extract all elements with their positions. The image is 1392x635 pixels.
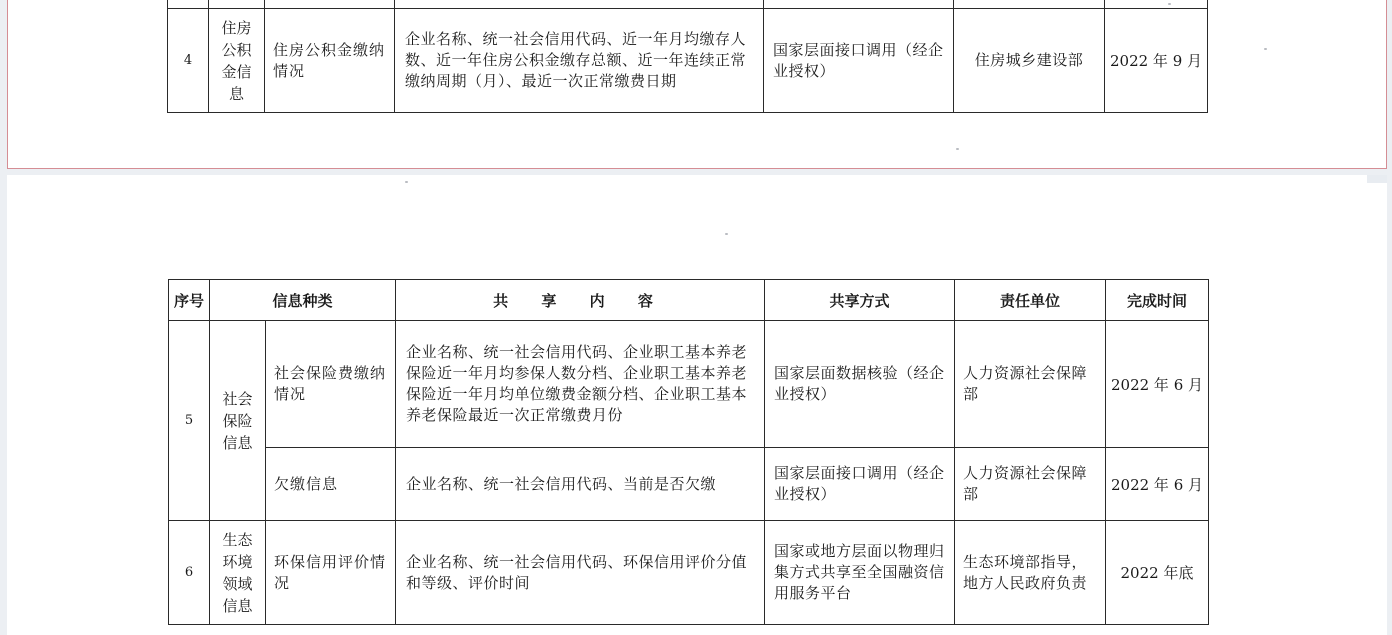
info-subcategory: 环保信用评价情况 — [266, 521, 396, 625]
completion-time: 2022 年 6 月 — [1106, 448, 1209, 521]
sharing-table-continued — [167, 0, 1208, 113]
scan-artifact — [1367, 175, 1387, 183]
sharing-method: 国家或地方层面以物理归集方式共享至全国融资信用服务平台 — [765, 521, 955, 625]
sharing-method: 国家层面接口调用（经企业授权） — [765, 448, 955, 521]
shared-content: 企业名称、统一社会信用代码、环保信用评价分值和等级、评价时间 — [396, 521, 765, 625]
row-number: 4 — [168, 9, 209, 113]
document-page-1 — [7, 0, 1387, 169]
table-row-previous — [168, 0, 1208, 9]
completion-time: 2022 年 6 月 — [1106, 321, 1209, 448]
header-category: 信息种类 — [210, 280, 396, 321]
header-method: 共享方式 — [765, 280, 955, 321]
info-subcategory: 社会保险费缴纳情况 — [266, 321, 396, 448]
scan-speck — [405, 181, 408, 183]
completion-time: 2022 年 9 月 — [1105, 9, 1208, 113]
header-number: 序号 — [169, 280, 210, 321]
responsible-unit: 人力资源社会保障部 — [955, 321, 1106, 448]
header-time: 完成时间 — [1106, 280, 1209, 321]
sharing-method: 国家层面接口调用（经企业授权） — [764, 9, 954, 113]
info-category: 住房公积金信息 — [209, 9, 265, 113]
sharing-method: 国家层面数据核验（经企业授权） — [765, 321, 955, 448]
table-row — [169, 521, 1209, 625]
shared-content: 企业名称、统一社会信用代码、当前是否欠缴 — [396, 448, 765, 521]
scan-speck — [956, 148, 959, 150]
info-category: 生态环境领域信息 — [210, 521, 266, 625]
sharing-table — [168, 279, 1209, 625]
shared-content: 企业名称、统一社会信用代码、近一年月均缴存人数、近一年住房公积金缴存总额、近一年连续正常缴纳周期（月）、最近一次正常缴费日期 — [395, 9, 764, 113]
header-unit: 责任单位 — [955, 280, 1106, 321]
table-row — [169, 321, 1209, 448]
responsible-unit: 住房城乡建设部 — [954, 9, 1105, 113]
info-subcategory: 住房公积金缴纳情况 — [265, 9, 395, 113]
document-page-2 — [7, 175, 1387, 635]
table-row — [168, 9, 1208, 113]
info-category: 社会保险信息 — [210, 321, 266, 521]
row-number: 5 — [169, 321, 210, 521]
scan-speck — [1168, 3, 1171, 5]
row-number: 6 — [169, 521, 210, 625]
table-header-row — [169, 280, 1209, 321]
header-content: 共 享 内 容 — [396, 280, 765, 321]
table-row — [169, 448, 1209, 521]
completion-time: 2022 年底 — [1106, 521, 1209, 625]
info-subcategory: 欠缴信息 — [266, 448, 396, 521]
shared-content: 企业名称、统一社会信用代码、企业职工基本养老保险近一年月均参保人数分档、企业职工基本养老保险近一年月均单位缴费金额分档、企业职工基本养老保险最近一次正常缴费月份 — [396, 321, 765, 448]
scan-speck — [1264, 48, 1267, 50]
scan-speck — [725, 233, 728, 235]
responsible-unit: 人力资源社会保障部 — [955, 448, 1106, 521]
responsible-unit: 生态环境部指导，地方人民政府负责 — [955, 521, 1106, 625]
